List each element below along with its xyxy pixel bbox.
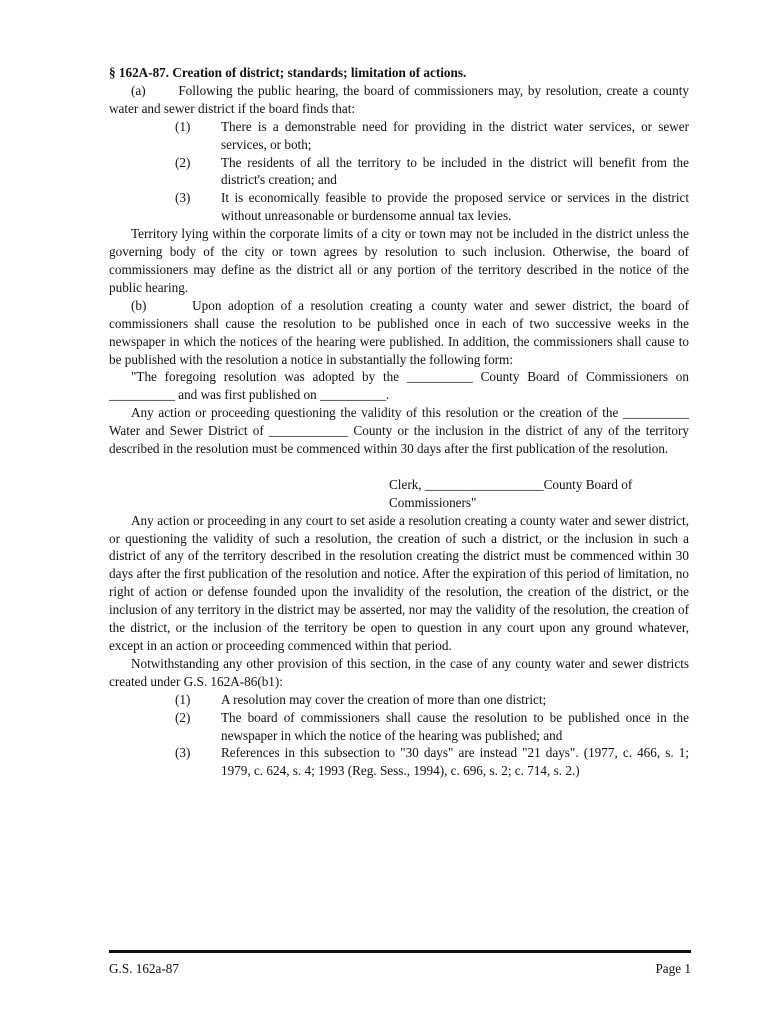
list-item-text: The board of commissioners shall cause the resolution to be published once in the newspaper in which the notice of the hearing was published; and	[221, 709, 689, 743]
list-item-number: (3)	[175, 190, 191, 206]
list-item-number: (2)	[175, 154, 191, 170]
list-item	[109, 744, 689, 780]
b1-list	[109, 691, 689, 781]
section-heading: § 162A-87. Creation of district; standards; limitation of actions.	[109, 65, 467, 80]
list-item-text: A resolution may cover the creation of more than one district;	[221, 691, 547, 707]
document-body	[109, 64, 689, 780]
footer-citation: G.S. 162a-87	[109, 961, 179, 976]
paragraph-territory: Territory lying within the corporate limits of a city or town may not be included in the district unless the governing body of the city or town agrees by resolution to such inclusion. Otherwise, the board of commissioners may define as the district all or any portion of the territory described in the notice of the public hearing.	[109, 226, 689, 295]
list-item	[109, 189, 689, 225]
signature-line: Commissioners"	[389, 494, 477, 510]
list-item	[109, 691, 689, 709]
list-item	[109, 709, 689, 745]
paragraph-b: (b) Upon adoption of a resolution creating a county water and sewer district, the board of commissioners shall cause the resolution to be published once in each of two successive weeks in the newspaper in which the notices of the hearing were published. In addition, the commissioners shall cause to be published with the resolution a notice in substantially the following form:	[109, 297, 689, 367]
signature-block	[109, 476, 689, 512]
spacer	[109, 458, 689, 476]
notice-form-line-1: "The foregoing resolution was adopted by the __________ County Board of Commissioners on __________ and was first published on __________.	[109, 369, 689, 403]
list-item	[109, 118, 689, 154]
paragraph-limitation: Any action or proceeding in any court to set aside a resolution creating a county water and sewer district, or questioning the validity of such a resolution, the creation of such a district, or the inclusion in such a district of any of the territory described in the resolution creating the district must be commenced within 30 days after the first publication of the resolution and notice. After the expiration of this period of limitation, no right of action or defense founded upon the invalidity of the resolution, the creation of the district, or the inclusion of any territory in the district may be asserted, nor may the validity of the resolution, the creation of the district, or the inclusion of the territory be open to question in any court upon any ground whatever, except in an action or proceeding commenced within that period.	[109, 512, 689, 653]
paragraph-notwithstanding: Notwithstanding any other provision of this section, in the case of any county water and sewer districts created under G.S. 162A-86(b1):	[109, 655, 689, 689]
list-item-text: References in this subsection to "30 days" are instead "21 days". (1977, c. 466, s. 1; 1979, c. 624, s. 4; 1993 (Reg. Sess., 1994), c. 696, s. 2; c. 714, s. 2.)	[221, 745, 689, 779]
page-footer	[109, 961, 691, 977]
paragraph-a: (a) Following the public hearing, the board of commissioners may, by resolution, create a county water and sewer district if the board finds that:	[109, 82, 689, 116]
page-number: Page 1	[655, 961, 691, 976]
list-item-text: The residents of all the territory to be included in the district will benefit from the district's creation; and	[221, 154, 689, 188]
list-item-text: It is economically feasible to provide the proposed service or services in the district without unreasonable or burdensome annual tax levies.	[221, 190, 689, 224]
findings-list	[109, 118, 689, 225]
notice-form-line-2: Any action or proceeding questioning the validity of this resolution or the creation of the __________ Water and Sewer District of ____________ County or the inclusion in the district of any of the territory described in the resolution must be commenced within 30 days after the first publication of the resolution.	[109, 405, 689, 457]
list-item-number: (1)	[175, 691, 191, 707]
list-item	[109, 154, 689, 190]
list-item-number: (1)	[175, 118, 191, 134]
footer-rule	[109, 950, 691, 953]
list-item-number: (3)	[175, 745, 191, 761]
list-item-text: There is a demonstrable need for providing in the district water services, or sewer services, or both;	[221, 118, 689, 152]
signature-line: Clerk, __________________County Board of	[389, 476, 633, 492]
list-item-number: (2)	[175, 709, 191, 725]
